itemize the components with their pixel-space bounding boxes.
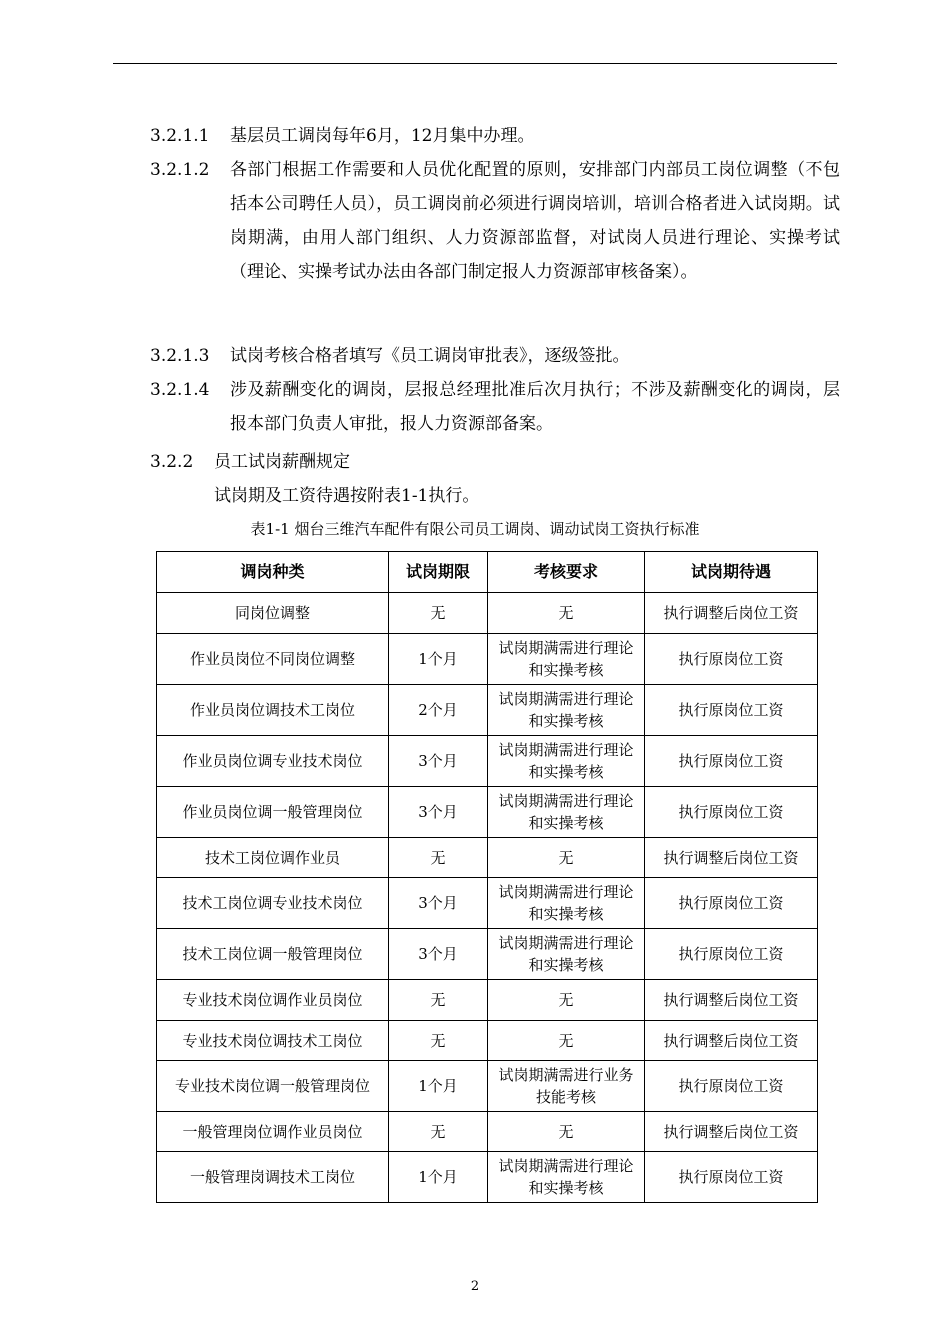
table-cell: 专业技术岗位调技术工岗位 (157, 1021, 389, 1061)
table-cell: 2个月 (389, 685, 488, 736)
table-cell: 执行原岗位工资 (645, 1061, 818, 1112)
table-cell: 技术工岗位调专业技术岗位 (157, 878, 389, 929)
table-row (157, 1112, 818, 1152)
clause-text: 基层员工调岗每年6月，12月集中办理。 (230, 126, 535, 146)
table-row (157, 980, 818, 1021)
table-cell: 无 (389, 980, 488, 1021)
table-cell: 试岗期满需进行理论和实操考核 (488, 685, 645, 736)
table-cell: 无 (488, 593, 645, 634)
table-cell: 执行原岗位工资 (645, 634, 818, 685)
clause-text: 试岗考核合格者填写《员工调岗审批表》，逐级签批。 (230, 346, 630, 366)
table-cell: 3个月 (389, 736, 488, 787)
table-cell: 执行调整后岗位工资 (645, 1021, 818, 1061)
table-cell: 无 (389, 593, 488, 634)
table-cell: 试岗期满需进行理论和实操考核 (488, 736, 645, 787)
table-cell: 技术工岗位调一般管理岗位 (157, 929, 389, 980)
clause-3-2-1-4 (150, 373, 840, 441)
column-header: 试岗期限 (389, 552, 488, 593)
table-row (157, 1152, 818, 1203)
table-row (157, 787, 818, 838)
table-caption: 表1-1 烟台三维汽车配件有限公司员工调岗、调动试岗工资执行标准 (250, 520, 700, 538)
table-cell: 执行调整后岗位工资 (645, 838, 818, 878)
table-row (157, 838, 818, 878)
table-cell: 执行原岗位工资 (645, 1152, 818, 1203)
clause-number: 3.2.1.3 (150, 346, 210, 366)
table-cell: 试岗期满需进行业务技能考核 (488, 1061, 645, 1112)
clause-text: 各部门根据工作需要和人员优化配置的原则，安排部门内部员工岗位调整（不包括本公司聘任人员），员工调岗前必须进行调岗培训，培训合格者进入试岗期。试岗期满，由用人部门组织、人力资源部监督，对试岗人员进行理论、实操考试（理论、实操考试办法由各部门制定报人力资源部审核备案）。 (230, 160, 840, 282)
table-cell: 作业员岗位调专业技术岗位 (157, 736, 389, 787)
clause-number: 3.2.1.1 (150, 126, 210, 146)
table-cell: 执行原岗位工资 (645, 929, 818, 980)
table-cell: 试岗期满需进行理论和实操考核 (488, 878, 645, 929)
table-cell: 3个月 (389, 878, 488, 929)
clause-3-2-1-2 (150, 153, 840, 289)
table-cell: 无 (389, 1112, 488, 1152)
table-cell: 一般管理岗位调作业员岗位 (157, 1112, 389, 1152)
table-cell: 无 (488, 1112, 645, 1152)
table-cell: 无 (389, 1021, 488, 1061)
table-cell: 试岗期满需进行理论和实操考核 (488, 1152, 645, 1203)
clause-number: 3.2.1.2 (150, 160, 210, 180)
column-header: 试岗期待遇 (645, 552, 818, 593)
column-header: 考核要求 (488, 552, 645, 593)
table-cell: 同岗位调整 (157, 593, 389, 634)
section-heading (150, 445, 350, 479)
table-cell: 3个月 (389, 787, 488, 838)
clause-number: 3.2.1.4 (150, 380, 210, 400)
table-cell: 执行原岗位工资 (645, 787, 818, 838)
header-rule (113, 63, 837, 64)
table-cell: 无 (488, 1021, 645, 1061)
table-cell: 作业员岗位调一般管理岗位 (157, 787, 389, 838)
section-title: 员工试岗薪酬规定 (214, 452, 350, 472)
table-cell: 试岗期满需进行理论和实操考核 (488, 634, 645, 685)
table-body (157, 593, 818, 1203)
table-cell: 1个月 (389, 1152, 488, 1203)
table-row (157, 1021, 818, 1061)
table-row (157, 685, 818, 736)
table-cell: 执行调整后岗位工资 (645, 1112, 818, 1152)
table-cell: 3个月 (389, 929, 488, 980)
clause-text: 涉及薪酬变化的调岗，层报总经理批准后次月执行；不涉及薪酬变化的调岗，层报本部门负责人审批，报人力资源部备案。 (230, 380, 840, 434)
table-cell: 专业技术岗位调作业员岗位 (157, 980, 389, 1021)
clause-3-2-1-1 (150, 119, 840, 153)
table-cell: 一般管理岗调技术工岗位 (157, 1152, 389, 1203)
table-cell: 作业员岗位不同岗位调整 (157, 634, 389, 685)
table-cell: 无 (488, 980, 645, 1021)
table-cell: 无 (488, 838, 645, 878)
table-cell: 执行原岗位工资 (645, 878, 818, 929)
table-cell: 无 (389, 838, 488, 878)
table-row (157, 593, 818, 634)
table-row (157, 736, 818, 787)
table-cell: 技术工岗位调作业员 (157, 838, 389, 878)
table-cell: 执行调整后岗位工资 (645, 980, 818, 1021)
column-header: 调岗种类 (157, 552, 389, 593)
table-cell: 执行原岗位工资 (645, 685, 818, 736)
table-header-row (157, 552, 818, 593)
table-cell: 执行原岗位工资 (645, 736, 818, 787)
table-cell: 1个月 (389, 634, 488, 685)
section-text: 试岗期及工资待遇按附表1-1执行。 (214, 486, 480, 506)
table-row (157, 634, 818, 685)
table-cell: 1个月 (389, 1061, 488, 1112)
table-row (157, 929, 818, 980)
salary-table (156, 551, 818, 1203)
table-row (157, 1061, 818, 1112)
table-cell: 试岗期满需进行理论和实操考核 (488, 787, 645, 838)
page-number: 2 (470, 1279, 480, 1294)
table-row (157, 878, 818, 929)
table-cell: 执行调整后岗位工资 (645, 593, 818, 634)
table-cell: 试岗期满需进行理论和实操考核 (488, 929, 645, 980)
table-cell: 专业技术岗位调一般管理岗位 (157, 1061, 389, 1112)
section-number: 3.2.2 (150, 452, 194, 472)
table-cell: 作业员岗位调技术工岗位 (157, 685, 389, 736)
clause-3-2-1-3 (150, 339, 840, 373)
